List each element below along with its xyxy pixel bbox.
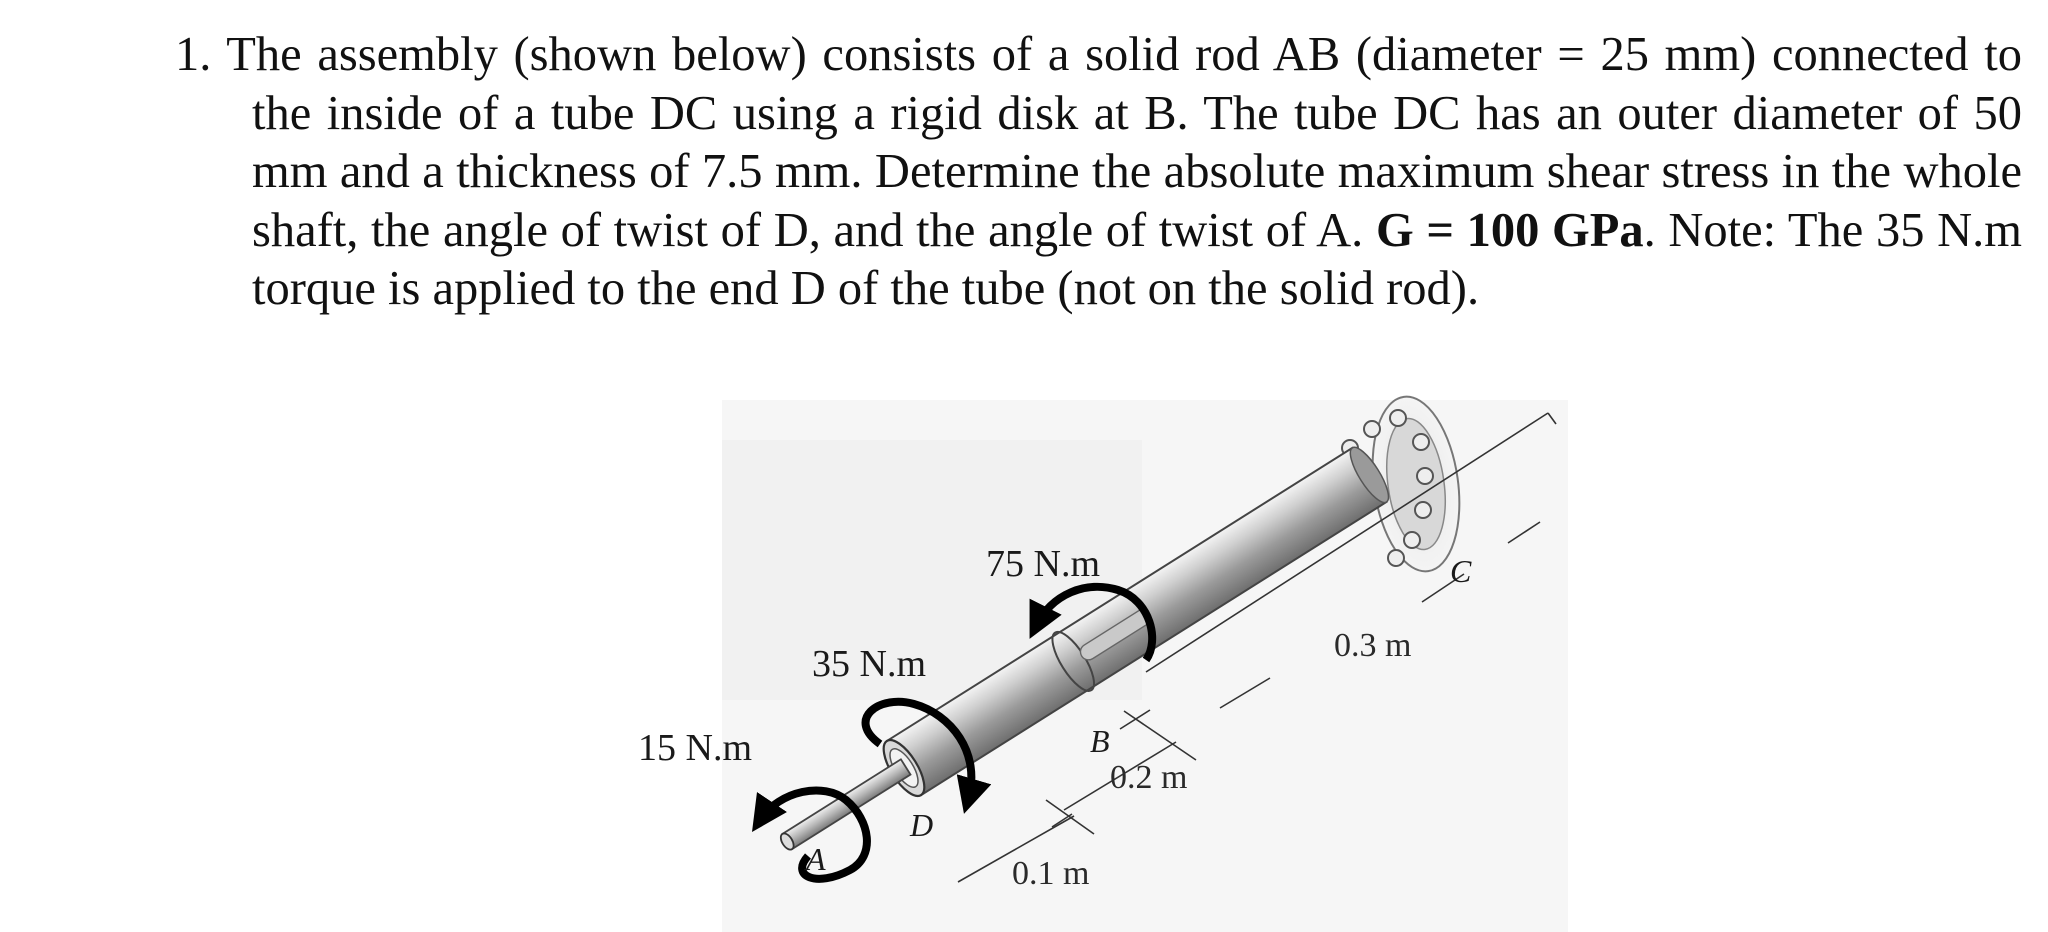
problem-text-part1: The assembly (shown below) consists of a solid rod AB (diameter = 25 mm) connected to the inside of a tube DC using a rigid disk at B. The tube DC has an outer diameter of 50 mm and a thickness of 7.5 mm. Determine the absolute maximum shear stress in the whole shaft, the angle of twist of D, and the angle of twist of A. [211, 28, 2022, 257]
point-label-b: B [1090, 723, 1110, 759]
torque-label-75: 75 N.m [986, 543, 1100, 585]
bolt-icon [1417, 468, 1433, 484]
shear-modulus-given: G = 100 GPa [1375, 203, 1644, 257]
shaft-assembly-figure [620, 378, 1580, 932]
torque-label-35: 35 N.m [812, 643, 926, 685]
dimension-label-0-1: 0.1 m [1012, 855, 1090, 892]
point-label-a: A [806, 841, 826, 877]
bolt-icon [1404, 532, 1420, 548]
problem-number: 1. [175, 28, 212, 81]
torque-label-15: 15 N.m [638, 727, 752, 769]
dimension-label-0-3: 0.3 m [1334, 627, 1412, 664]
bolt-icon [1390, 410, 1406, 426]
point-label-d: D [910, 807, 934, 843]
dimension-label-0-2: 0.2 m [1110, 759, 1188, 796]
bolt-icon [1388, 550, 1404, 566]
problem-statement [175, 26, 2022, 319]
bolt-icon [1415, 502, 1431, 518]
problem-text-part2: . Note: The 35 N.m torque is applied to the end D of the tube (not on the solid rod). [252, 203, 2022, 316]
point-label-c: C [1450, 553, 1472, 589]
bolt-icon [1364, 421, 1380, 437]
bolt-icon [1413, 434, 1429, 450]
